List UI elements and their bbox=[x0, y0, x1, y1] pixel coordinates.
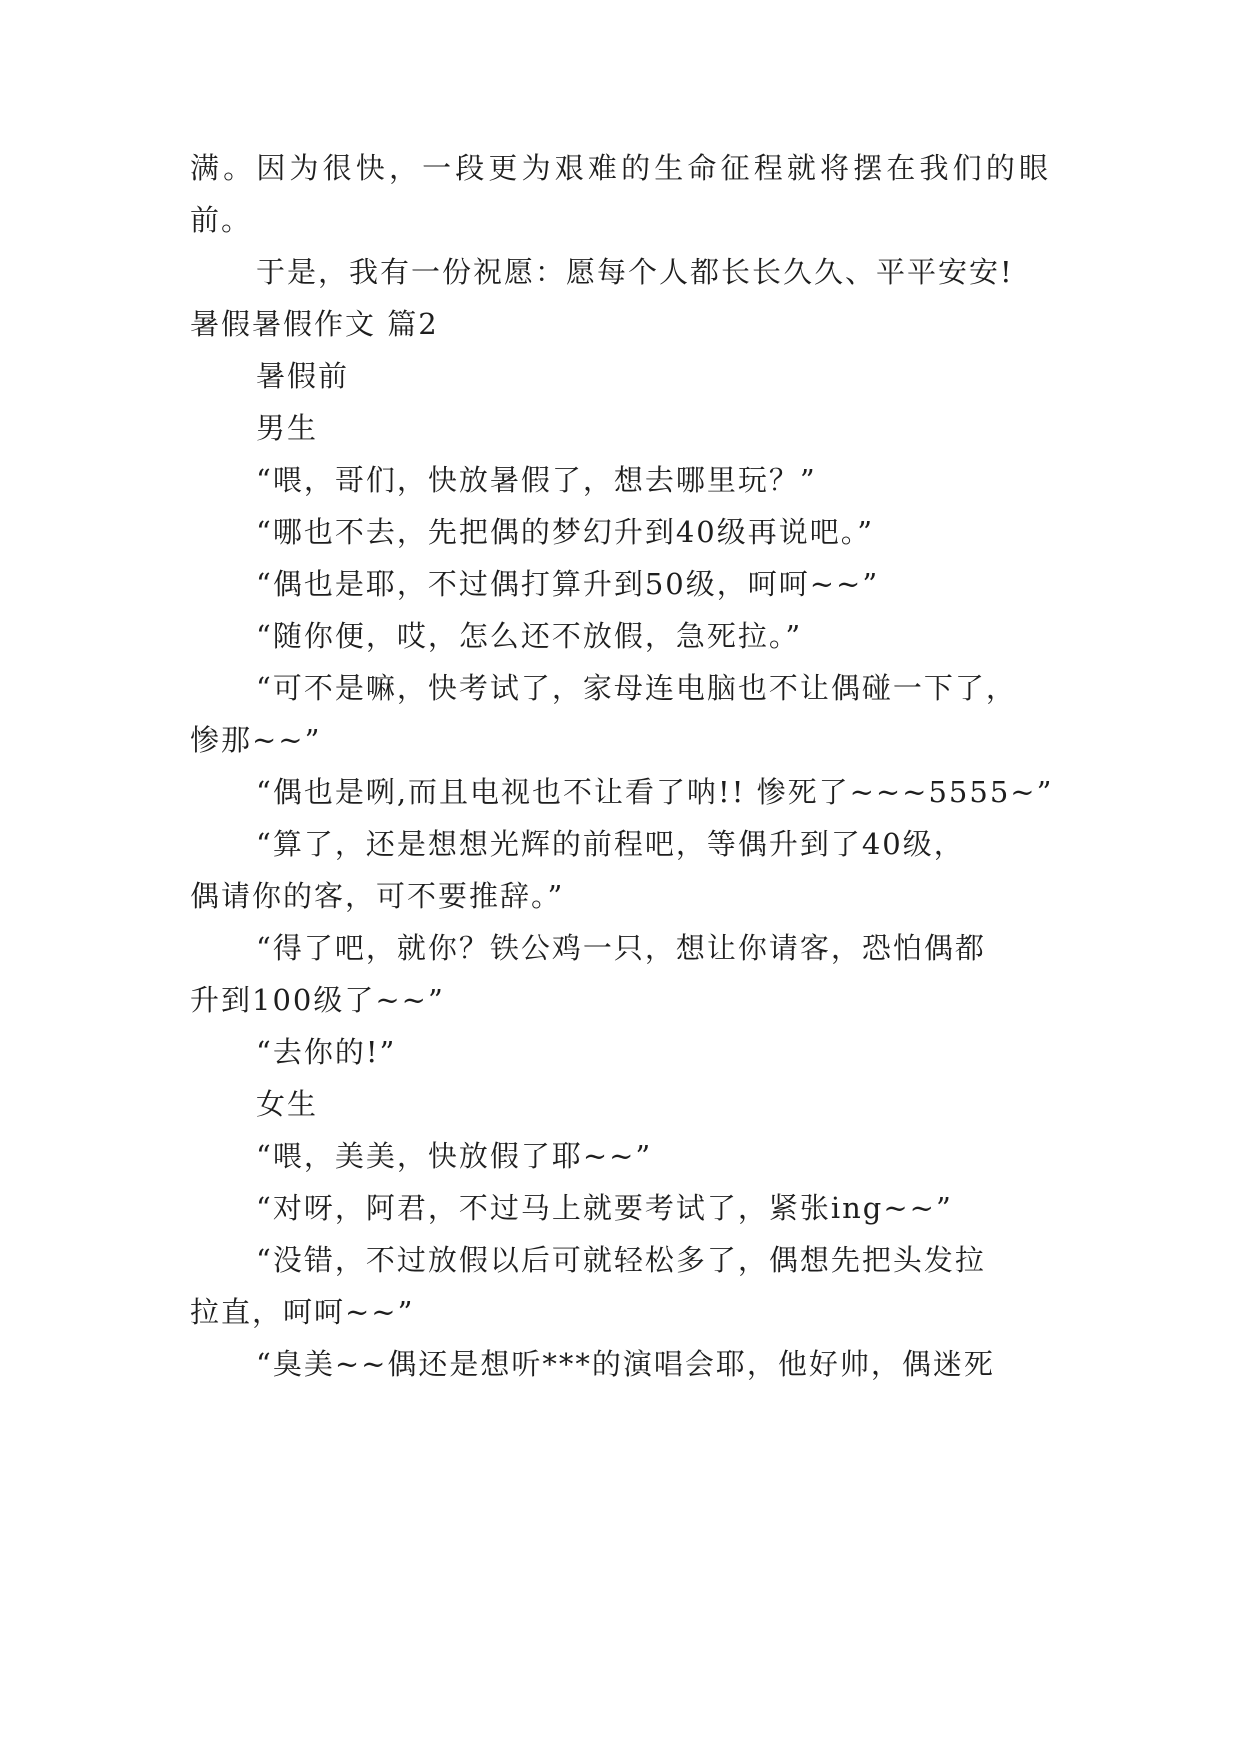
paragraph-line: 于是，我有一份祝愿：愿每个人都长长久久、平平安安! bbox=[256, 255, 1014, 289]
paragraph-line: “喂，哥们，快放暑假了，想去哪里玩？” bbox=[256, 463, 817, 497]
paragraph-line: “得了吧，就你？铁公鸡一只，想让你请客，恐怕偶都 bbox=[256, 931, 986, 965]
paragraph-line: “去你的!” bbox=[256, 1035, 397, 1069]
paragraph-line: 满。因为很快，一段更为艰难的生命征程就将摆在我们的眼 bbox=[190, 151, 1050, 185]
paragraph-line: “对呀，阿君，不过马上就要考试了，紧张ing~~” bbox=[256, 1191, 953, 1225]
paragraph-line: 偶请你的客，可不要推辞。” bbox=[190, 879, 565, 913]
paragraph-line: “随你便，哎，怎么还不放假，急死拉。” bbox=[256, 619, 803, 653]
paragraph-line: 女生 bbox=[256, 1087, 319, 1121]
paragraph-line: “偶也是耶，不过偶打算升到50级，呵呵~~” bbox=[256, 567, 880, 601]
paragraph-line: 男生 bbox=[256, 411, 319, 445]
paragraph-line: “可不是嘛，快考试了，家母连电脑也不让偶碰一下了， bbox=[256, 671, 1017, 705]
paragraph-line: 暑假前 bbox=[256, 359, 350, 393]
paragraph-line: 前。 bbox=[190, 203, 253, 237]
paragraph-line: 升到100级了~~” bbox=[190, 983, 445, 1017]
paragraph-line: “喂，美美，快放假了耶~~” bbox=[256, 1139, 653, 1173]
paragraph-line: “哪也不去，先把偶的梦幻升到40级再说吧。” bbox=[256, 515, 875, 549]
paragraph-line: 拉直，呵呵~~” bbox=[190, 1295, 415, 1329]
section-heading: 暑假暑假作文 篇2 bbox=[190, 307, 439, 341]
paragraph-line: “算了，还是想想光辉的前程吧，等偶升到了40级， bbox=[256, 827, 965, 861]
paragraph-line: 惨那~~” bbox=[190, 723, 322, 757]
paragraph-line: “偶也是咧,而且电视也不让看了呐!! 惨死了~~~5555~” bbox=[256, 775, 1054, 809]
paragraph-line: “没错，不过放假以后可就轻松多了，偶想先把头发拉 bbox=[256, 1243, 986, 1277]
paragraph-line: “臭美~~偶还是想听***的演唱会耶，他好帅，偶迷死 bbox=[256, 1347, 995, 1381]
